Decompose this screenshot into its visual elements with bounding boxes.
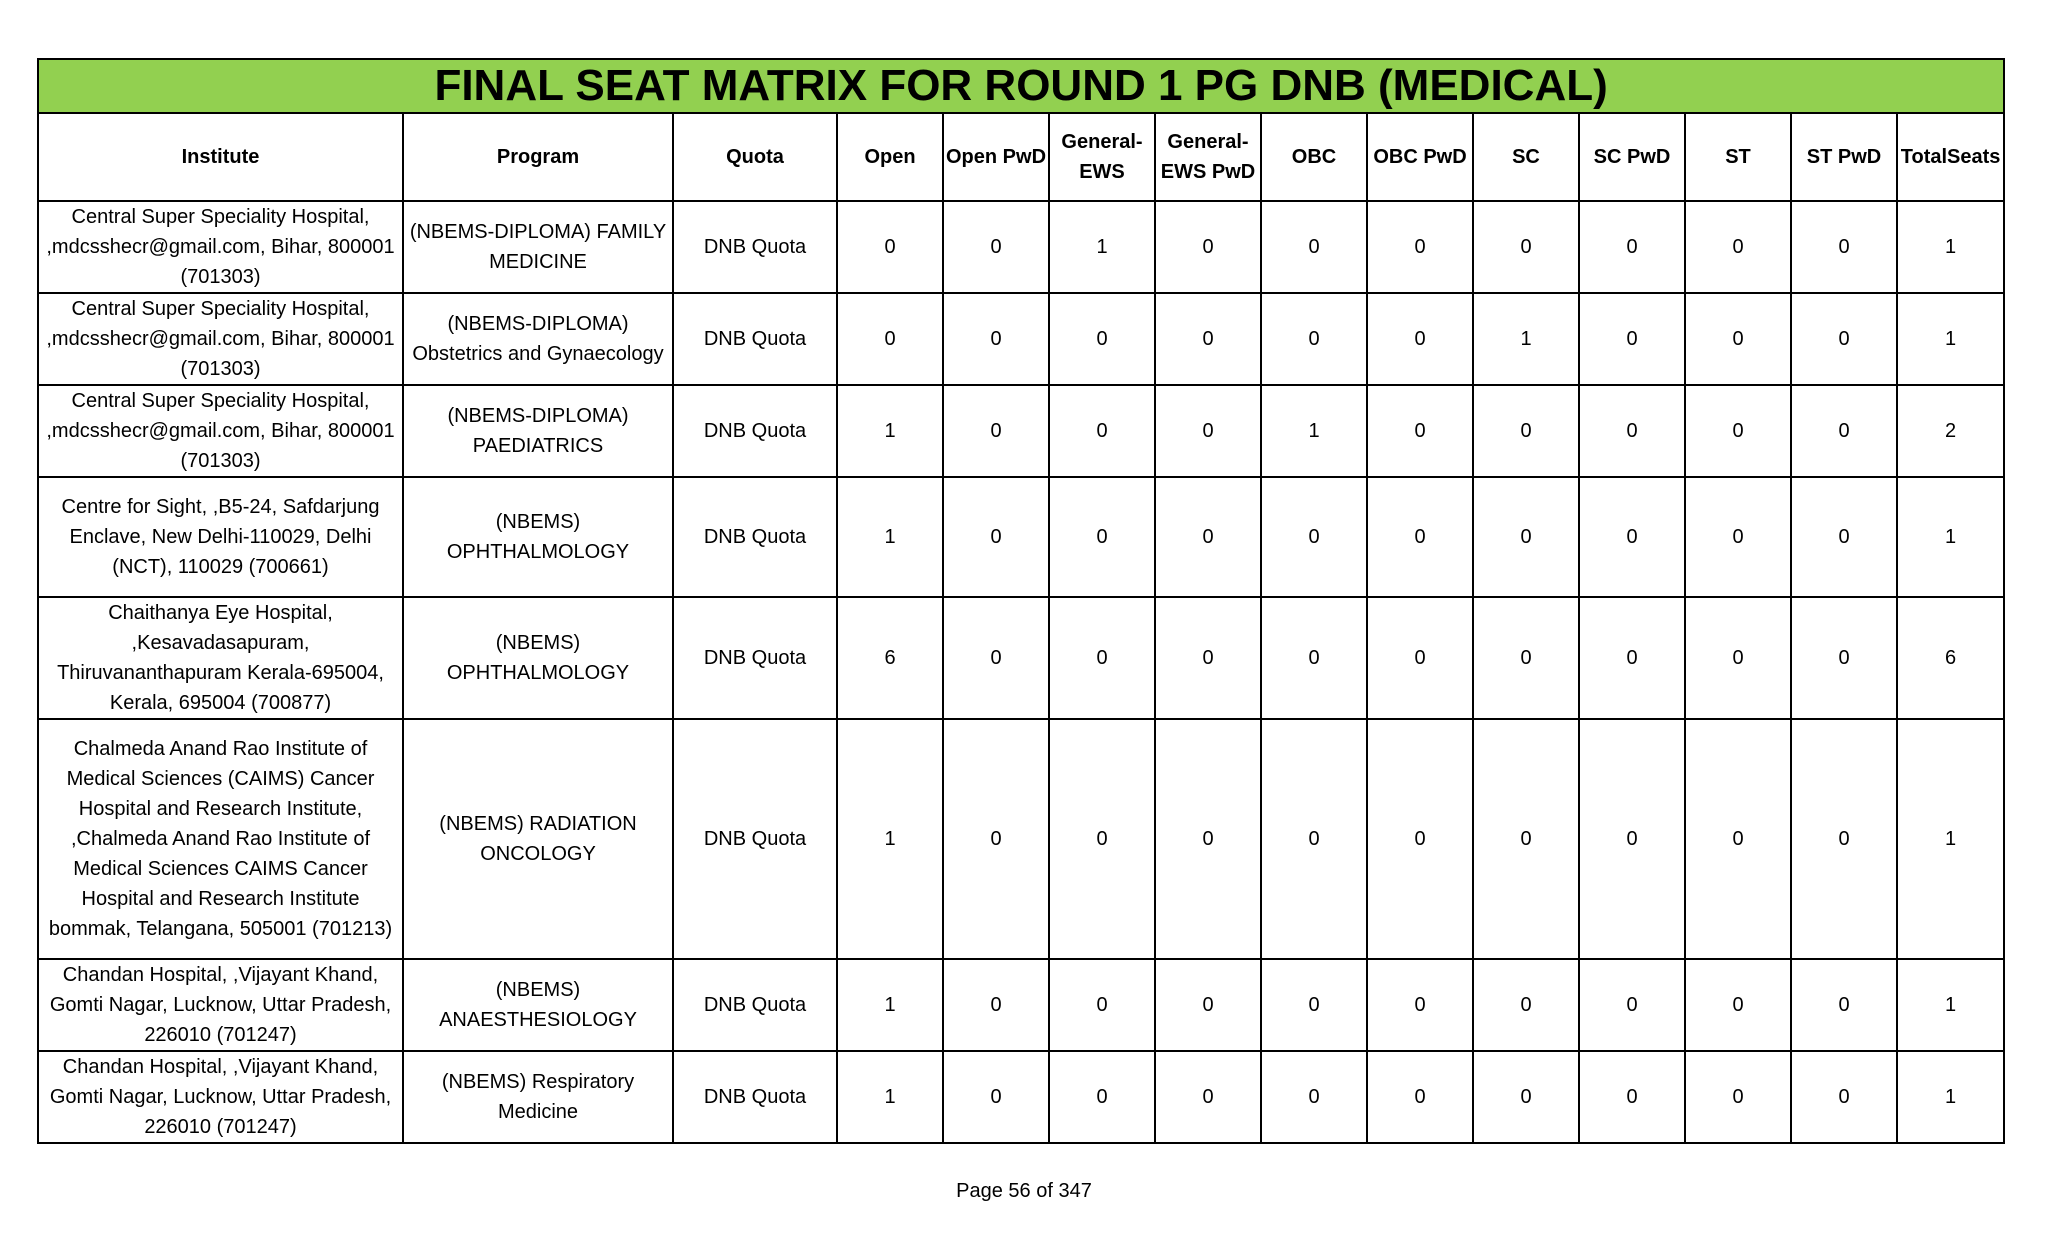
institute-cell: Chandan Hospital, ,Vijayant Khand, Gomti Nagar, Lucknow, Uttar Pradesh, 226010 (701247) <box>38 1051 403 1143</box>
seat-count-cell: 0 <box>1367 293 1473 385</box>
table-row <box>38 719 2004 959</box>
program-cell: (NBEMS-DIPLOMA) PAEDIATRICS <box>403 385 673 477</box>
institute-cell: Central Super Speciality Hospital, ,mdcsshecr@gmail.com, Bihar, 800001 (701303) <box>38 201 403 293</box>
table-row <box>38 201 2004 293</box>
seat-count-cell: 1 <box>837 719 943 959</box>
seat-count-cell: 0 <box>1473 719 1579 959</box>
column-header: ST <box>1685 113 1791 201</box>
seat-count-cell: 0 <box>943 597 1049 719</box>
seat-count-cell: 0 <box>1685 597 1791 719</box>
seat-count-cell: 0 <box>1049 719 1155 959</box>
quota-cell: DNB Quota <box>673 477 837 597</box>
seat-count-cell: 0 <box>1791 201 1897 293</box>
seat-count-cell: 0 <box>943 201 1049 293</box>
seat-count-cell: 0 <box>1473 1051 1579 1143</box>
table-row <box>38 959 2004 1051</box>
seat-count-cell: 0 <box>1155 597 1261 719</box>
seat-count-cell: 0 <box>1049 959 1155 1051</box>
seat-count-cell: 0 <box>1579 201 1685 293</box>
seat-count-cell: 0 <box>943 719 1049 959</box>
seat-count-cell: 0 <box>1579 597 1685 719</box>
seat-count-cell: 0 <box>1367 477 1473 597</box>
seat-count-cell: 0 <box>1049 1051 1155 1143</box>
program-cell: (NBEMS) Respiratory Medicine <box>403 1051 673 1143</box>
seat-count-cell: 0 <box>1579 1051 1685 1143</box>
seat-count-cell: 0 <box>943 477 1049 597</box>
seat-count-cell: 0 <box>1473 385 1579 477</box>
seat-count-cell: 0 <box>1473 201 1579 293</box>
quota-cell: DNB Quota <box>673 719 837 959</box>
table-row <box>38 477 2004 597</box>
seat-count-cell: 0 <box>943 959 1049 1051</box>
seat-count-cell: 0 <box>1685 959 1791 1051</box>
seat-count-cell: 1 <box>837 1051 943 1143</box>
seat-count-cell: 0 <box>1791 385 1897 477</box>
seat-count-cell: 1 <box>837 959 943 1051</box>
total-seats-cell: 1 <box>1897 201 2004 293</box>
seat-count-cell: 0 <box>1685 719 1791 959</box>
page-title: FINAL SEAT MATRIX FOR ROUND 1 PG DNB (MEDICAL) <box>38 59 2004 113</box>
institute-cell: Central Super Speciality Hospital, ,mdcsshecr@gmail.com, Bihar, 800001 (701303) <box>38 385 403 477</box>
quota-cell: DNB Quota <box>673 385 837 477</box>
seat-count-cell: 0 <box>1261 719 1367 959</box>
seat-count-cell: 0 <box>1367 1051 1473 1143</box>
seat-count-cell: 0 <box>1579 719 1685 959</box>
seat-count-cell: 1 <box>1473 293 1579 385</box>
seat-count-cell: 0 <box>1155 385 1261 477</box>
table-row <box>38 597 2004 719</box>
quota-cell: DNB Quota <box>673 959 837 1051</box>
seat-count-cell: 0 <box>1791 719 1897 959</box>
seat-count-cell: 6 <box>837 597 943 719</box>
total-seats-cell: 1 <box>1897 293 2004 385</box>
seat-count-cell: 0 <box>1685 477 1791 597</box>
seat-count-cell: 0 <box>1261 959 1367 1051</box>
column-header: Quota <box>673 113 837 201</box>
column-header: SC PwD <box>1579 113 1685 201</box>
seat-count-cell: 0 <box>1473 959 1579 1051</box>
seat-count-cell: 0 <box>1367 201 1473 293</box>
table-row <box>38 385 2004 477</box>
seat-count-cell: 0 <box>943 385 1049 477</box>
seat-count-cell: 0 <box>943 293 1049 385</box>
column-header: Institute <box>38 113 403 201</box>
quota-cell: DNB Quota <box>673 293 837 385</box>
total-seats-cell: 6 <box>1897 597 2004 719</box>
seat-count-cell: 1 <box>1261 385 1367 477</box>
seat-count-cell: 0 <box>943 1051 1049 1143</box>
seat-count-cell: 1 <box>1049 201 1155 293</box>
seat-count-cell: 0 <box>1579 385 1685 477</box>
seat-count-cell: 0 <box>1367 719 1473 959</box>
page-number: Page 56 of 347 <box>956 1180 1092 1202</box>
seat-count-cell: 0 <box>1685 201 1791 293</box>
seat-count-cell: 1 <box>837 385 943 477</box>
total-seats-cell: 2 <box>1897 385 2004 477</box>
seat-count-cell: 0 <box>1155 1051 1261 1143</box>
seat-matrix-table <box>37 58 2005 1144</box>
total-seats-cell: 1 <box>1897 959 2004 1051</box>
column-header: General-EWS <box>1049 113 1155 201</box>
seat-count-cell: 0 <box>837 293 943 385</box>
table-row <box>38 1051 2004 1143</box>
seat-count-cell: 0 <box>1261 597 1367 719</box>
column-header: Open PwD <box>943 113 1049 201</box>
seat-count-cell: 0 <box>1049 293 1155 385</box>
seat-count-cell: 0 <box>1579 293 1685 385</box>
seat-count-cell: 0 <box>1155 719 1261 959</box>
seat-count-cell: 0 <box>1473 597 1579 719</box>
institute-cell: Centre for Sight, ,B5-24, Safdarjung Enclave, New Delhi-110029, Delhi (NCT), 110029 (700661) <box>38 477 403 597</box>
seat-count-cell: 0 <box>1791 1051 1897 1143</box>
seat-count-cell: 0 <box>1685 1051 1791 1143</box>
table-header-row <box>38 113 2004 201</box>
institute-cell: Chaithanya Eye Hospital, ,Kesavadasapuram, Thiruvananthapuram Kerala-695004, Kerala, 695004 (700877) <box>38 597 403 719</box>
seat-count-cell: 0 <box>1791 959 1897 1051</box>
seat-count-cell: 0 <box>1049 477 1155 597</box>
column-header: TotalSeats <box>1897 113 2004 201</box>
seat-count-cell: 0 <box>1049 597 1155 719</box>
institute-cell: Chalmeda Anand Rao Institute of Medical Sciences (CAIMS) Cancer Hospital and Research Institute, ,Chalmeda Anand Rao Institute of Medical Sciences CAIMS Cancer Hospital and Research Institute bommak, Telangana, 505001 (701213) <box>38 719 403 959</box>
column-header: Program <box>403 113 673 201</box>
program-cell: (NBEMS) OPHTHALMOLOGY <box>403 597 673 719</box>
seat-count-cell: 0 <box>1261 1051 1367 1143</box>
column-header: OBC <box>1261 113 1367 201</box>
column-header: General-EWS PwD <box>1155 113 1261 201</box>
quota-cell: DNB Quota <box>673 1051 837 1143</box>
seat-count-cell: 0 <box>1049 385 1155 477</box>
seat-count-cell: 0 <box>1579 477 1685 597</box>
seat-count-cell: 0 <box>1261 201 1367 293</box>
seat-count-cell: 0 <box>1791 477 1897 597</box>
column-header: SC <box>1473 113 1579 201</box>
seat-count-cell: 0 <box>1685 385 1791 477</box>
seat-count-cell: 0 <box>1367 385 1473 477</box>
seat-count-cell: 0 <box>1155 959 1261 1051</box>
column-header: OBC PwD <box>1367 113 1473 201</box>
seat-count-cell: 0 <box>1261 293 1367 385</box>
seat-count-cell: 0 <box>1579 959 1685 1051</box>
program-cell: (NBEMS) OPHTHALMOLOGY <box>403 477 673 597</box>
table-row <box>38 293 2004 385</box>
total-seats-cell: 1 <box>1897 477 2004 597</box>
program-cell: (NBEMS-DIPLOMA) FAMILY MEDICINE <box>403 201 673 293</box>
seat-matrix-sheet <box>37 58 2003 1144</box>
seat-count-cell: 0 <box>1155 293 1261 385</box>
column-header: ST PwD <box>1791 113 1897 201</box>
seat-count-cell: 0 <box>1155 477 1261 597</box>
program-cell: (NBEMS-DIPLOMA) Obstetrics and Gynaecology <box>403 293 673 385</box>
total-seats-cell: 1 <box>1897 1051 2004 1143</box>
seat-count-cell: 0 <box>1155 201 1261 293</box>
seat-count-cell: 1 <box>837 477 943 597</box>
quota-cell: DNB Quota <box>673 597 837 719</box>
table-body <box>38 201 2004 1143</box>
seat-count-cell: 0 <box>1791 293 1897 385</box>
seat-count-cell: 0 <box>1367 597 1473 719</box>
quota-cell: DNB Quota <box>673 201 837 293</box>
institute-cell: Chandan Hospital, ,Vijayant Khand, Gomti Nagar, Lucknow, Uttar Pradesh, 226010 (701247) <box>38 959 403 1051</box>
seat-count-cell: 0 <box>1473 477 1579 597</box>
total-seats-cell: 1 <box>1897 719 2004 959</box>
seat-count-cell: 0 <box>1685 293 1791 385</box>
column-header: Open <box>837 113 943 201</box>
program-cell: (NBEMS) RADIATION ONCOLOGY <box>403 719 673 959</box>
seat-count-cell: 0 <box>1367 959 1473 1051</box>
program-cell: (NBEMS) ANAESTHESIOLOGY <box>403 959 673 1051</box>
institute-cell: Central Super Speciality Hospital, ,mdcsshecr@gmail.com, Bihar, 800001 (701303) <box>38 293 403 385</box>
seat-count-cell: 0 <box>1791 597 1897 719</box>
seat-count-cell: 0 <box>1261 477 1367 597</box>
seat-count-cell: 0 <box>837 201 943 293</box>
